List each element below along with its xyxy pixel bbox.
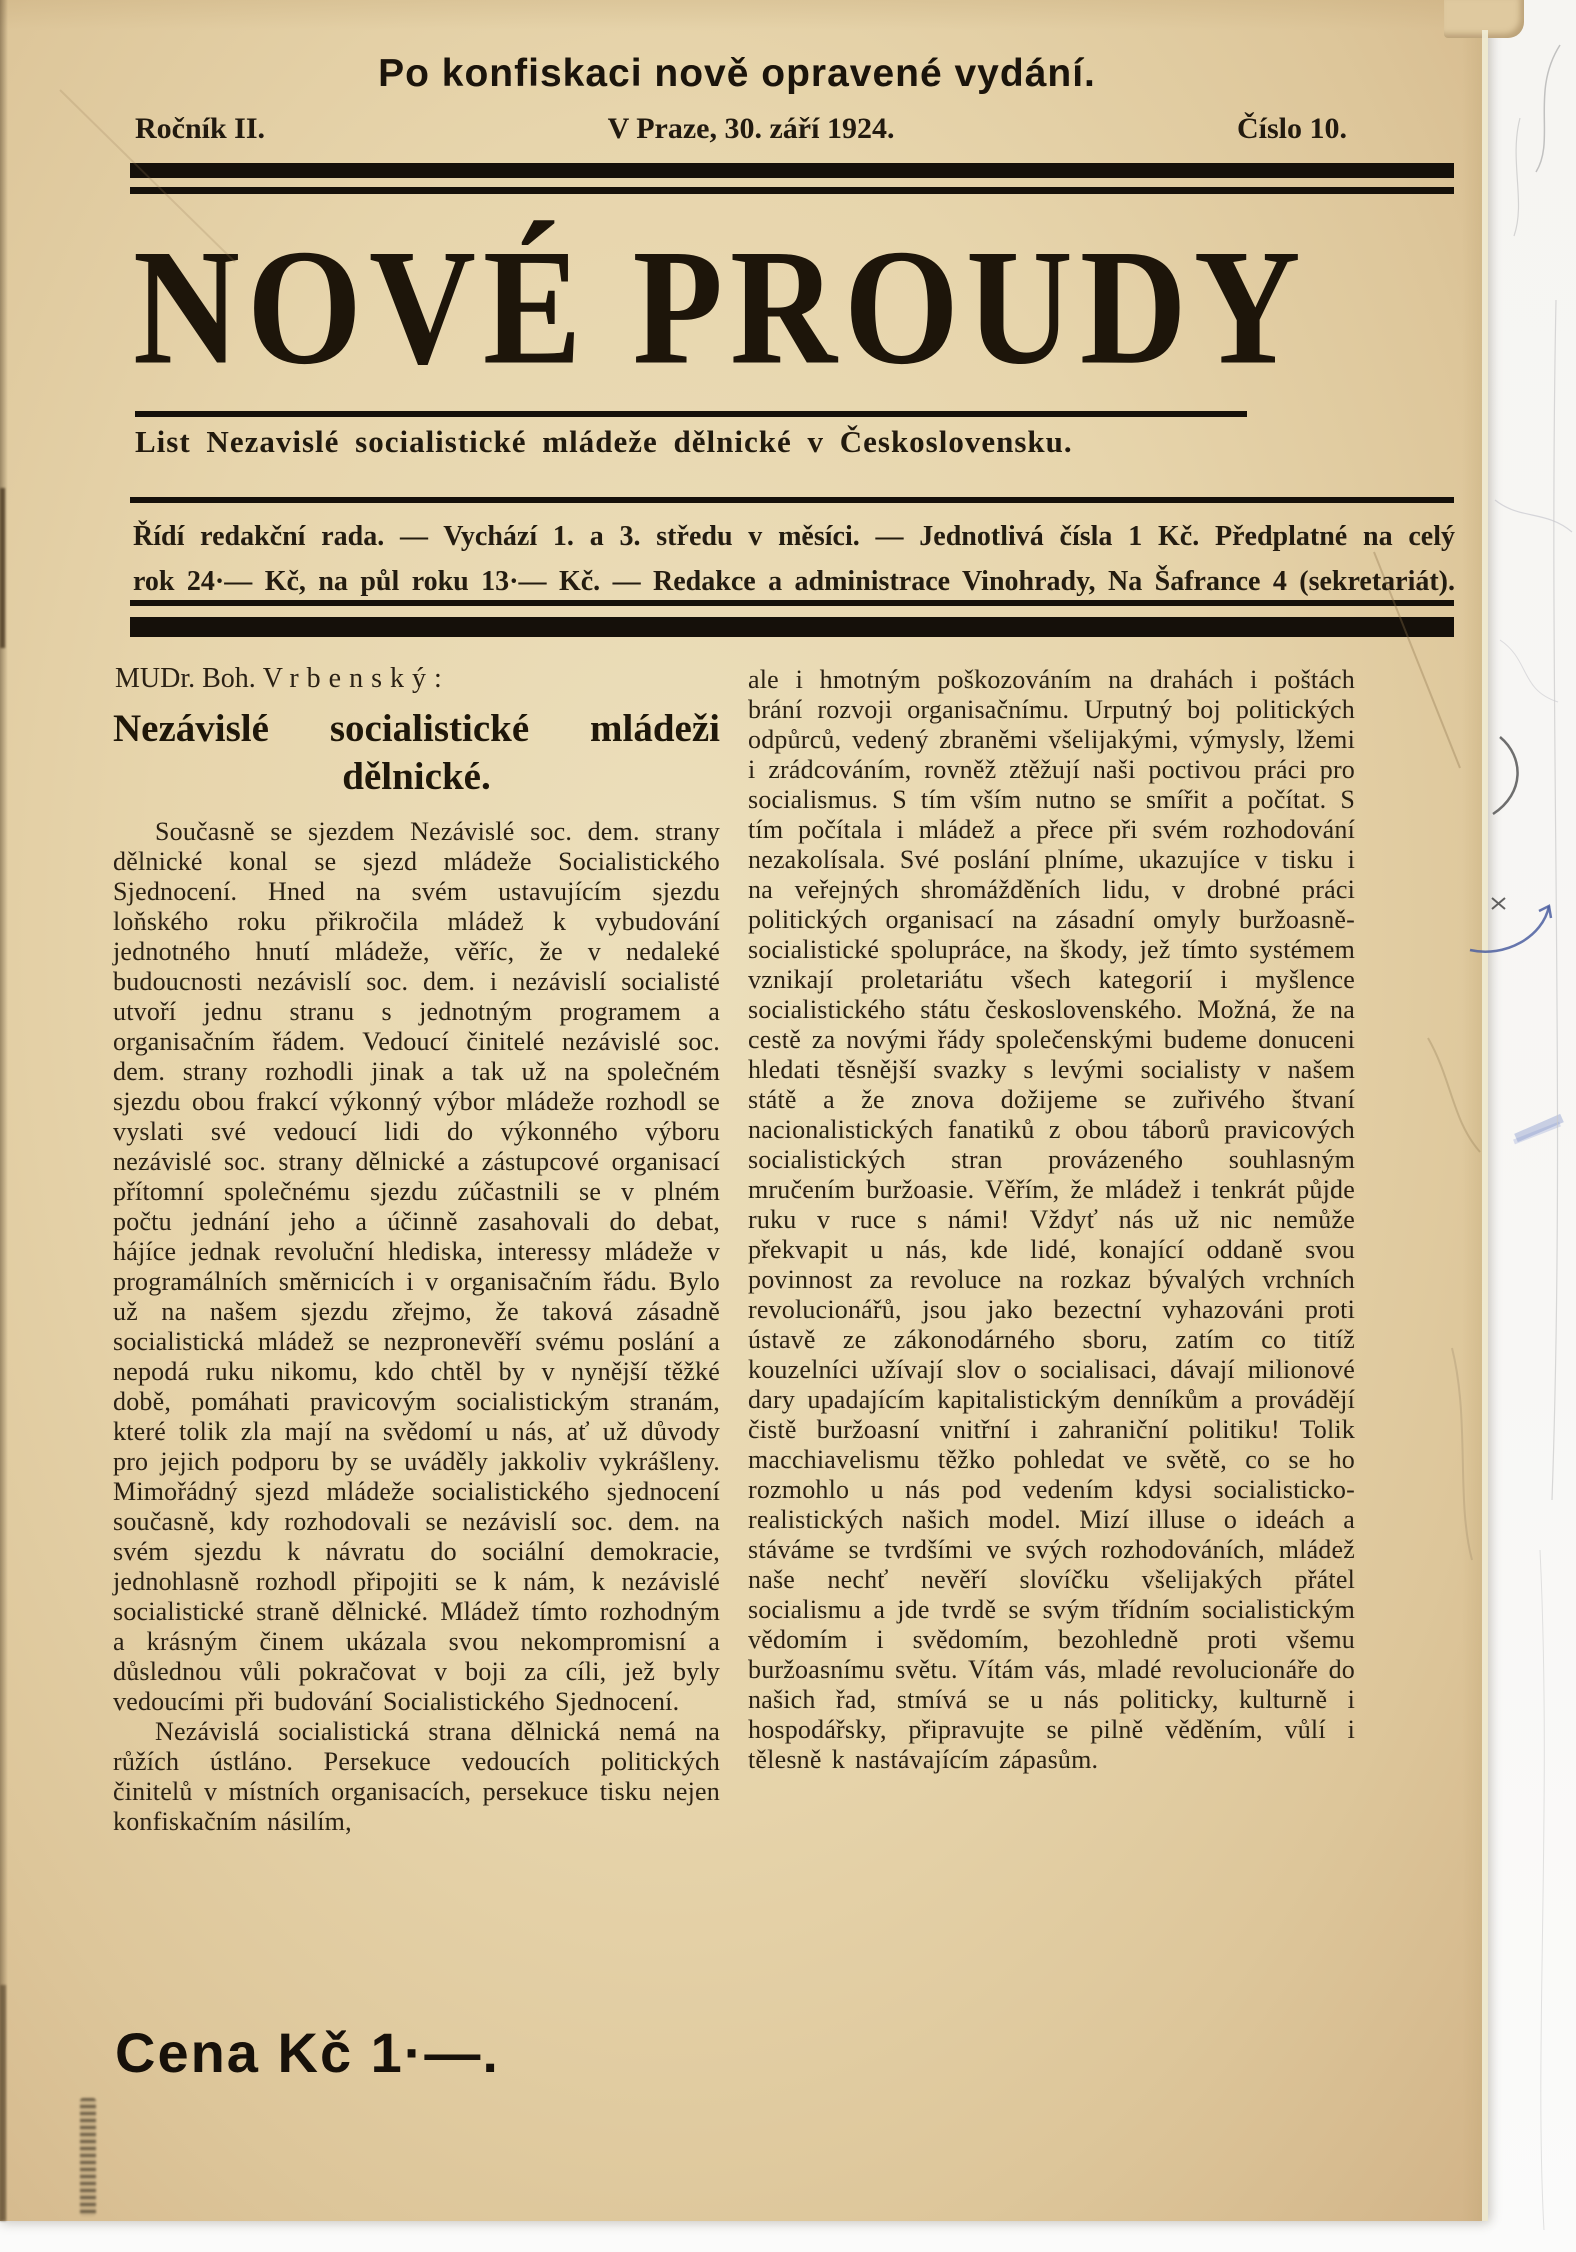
title-underline-rule	[135, 411, 1247, 417]
price-label: Cena Kč 1·—.	[115, 2021, 500, 2084]
masthead-title: NOVÉ PROUDY	[133, 215, 1308, 400]
masthead-subtitle: List Nezavislé socialistické mládeže dělnické v Československu.	[135, 424, 1073, 459]
imprint-rule-thin	[130, 600, 1454, 606]
dateline	[135, 112, 1347, 146]
volume-label: Ročník II.	[135, 112, 266, 145]
article-column-left	[113, 655, 720, 1837]
torn-corner-fragment	[1444, 0, 1524, 38]
header-rule-thin	[130, 187, 1454, 194]
author-prefix: MUDr. Boh.	[115, 663, 256, 694]
header-rule-thick	[130, 163, 1454, 178]
imprint-line-2: rok 24·— Kč, na půl roku 13·— Kč. — Redakce a administrace Vinohrady, Na Šafrance 4 (sekretariát).	[133, 566, 1455, 597]
imprint-rule-top	[130, 497, 1454, 503]
imprint-line-1: Řídí redakční rada. — Vychází 1. a 3. středu v měsíci. — Jednotlivá čísla 1 Kč. Předplatné na celý	[133, 521, 1455, 552]
page-edge-shadow	[0, 1985, 6, 2221]
article-paragraph: Současně se sjezdem Nezávislé soc. dem. strany dělnické konal se sjezd mládeže Socialistického Sjednocení. Hned na svém ustavujícím sjezdu loňského roku přikročila mládež k vybudování jednotného hnutí mládeže, věříc, že v nedaleké budoucnosti nezávislí soc. dem. i nezávislí socialisté utvoří jednu stranu s jednotným programem a organisačním řádem. Vedoucí činitelé nezávislé soc. dem. strany rozhodli jinak a tak už na společném sjezdu obou frakcí výkonný výbor mládeže rozhodl se vyslati své vedoucí lidi do výkonného výboru nezávislé soc. strany dělnické a zástupcové organisací přítomní společnému sjezdu zúčastnili se v plném počtu jednání jeho a účinně zasahovali do debat, hájíce jednak revoluční hlediska, interessy mládeže v programálních směrnicích i v organisačním řádu. Bylo už na našem sjezdu zřejmo, že taková zásadně socialistická mládež se nezpronevěří svému poslání a nepodá ruku nikomu, kdo chtěl by v nynější těžké době, pomáhati pravicovým socialistickým stranám, které tolik zla mají na svědomí u nás, ať už důvody pro jejich podporu by se uváděly jakkoliv vykrášleny. Mimořádný sjezd mládeže socialistického sjednocení současně, kdy rozhodovali se nezávislí soc. dem. na svém sjezdu k návratu do sociální demokracie, jednohlasně rozhodl připojiti se k nám, k nezávislé socialistické straně dělnické. Mládež tímto rozhodným a krásným činem ukázala svou nekompromisní a důslednou vůli pokračovat v boji za cíli, jež byly vedoucími při budování Socialistického Sjednocení.	[113, 817, 720, 1716]
imprint-block	[133, 514, 1455, 604]
confiscation-note: Po konfiskaci nově opravené vydání.	[378, 52, 1096, 95]
imprint-rule-thick	[130, 617, 1454, 637]
ink-smudge-mark	[80, 2098, 96, 2216]
article-paragraph: ale i hmotným poškozováním na drahách i poštách brání rozvoji organisačnímu. Urputný boj politických odpůrců, vedený zbraněmi všelijakými, výmysly, lžemi i zrádcováním, rovněž ztěžují naši poctivou práci pro socialismus. S tím vším nutno se smířit a počítat. S tím počítala i mládež a přece při svém rozhodování nezakolísala. Své poslání plníme, ukazujíce v tisku i na veřejných shromážděních lidu, v drobné práci politických organisací na zásadní omyly buržoasně-socialistické spolupráce, na škody, jež tímto systémem vznikají proletariátu všech kategorií i myšlence socialistického státu československého. Možná, že na cestě za novými řády společenskými budeme donuceni hledati těsnější svazky s levými socialisty v našem státě a že znova dožijeme se zuřivého štvaní nacionalistických fanatiků z obou táborů pravicových socialistických stran provázeného souhlasným mručením buržoasie. Věřím, že mládež i tenkrát půjde ruku v ruce s námi! Vždyť nás už nic nemůže překvapit u nás, kde lidé, konající oddaně svou povinnost za revoluce na rozkaz bývalých vrchních revolucionářů, jsou jako bezectní vyhazováni proti ústavě ze zákonodárného sboru, zatím co titíž kouzelníci užívají slov o socialisaci, dávají milionové dary upadajícím kapitalistickým denníkům a provádějí čistě buržoasní vnitřní i zahraniční politiku! Tolik macchiavelismu těžko pohledat ve světě, co se ho rozmohlo u nás pod vedením kdysi socialisticko-realistických našich model. Mizí illuse o ideách a stáváme se tvrdšími ve svých rozhodováních, mládež naše nechť nevěří slovíčku všelijakých přátel socialismu a jde tvrdě se svým třídním socialistickým vědomím i svědomím, bezohledně proti všemu buržoasnímu světu. Vítám vás, mladé revolucionáře do našich řad, stmívá se u nás politicky, kulturně i hospodářsky, připravujte se pilně věděním, vůlí i tělesně k nastávajícím zápasům.	[748, 665, 1355, 1774]
article-author	[115, 663, 720, 695]
author-name: Vrbenský:	[262, 663, 450, 694]
page-edge-shadow	[0, 488, 5, 648]
article-heading: Nezávislé socialistické mládeži dělnické.	[113, 707, 720, 798]
article-column-right	[748, 655, 1355, 1837]
place-date-label: V Praze, 30. září 1924.	[607, 112, 895, 145]
article-columns	[113, 655, 1355, 1837]
article-paragraph: Nezávislá socialistická strana dělnická nemá na růžích ústláno. Persekuce vedoucích politických činitelů v místních organisacích, persekuce tisku nejen konfiskačním násilím,	[113, 1717, 720, 1836]
issue-number-label: Číslo 10.	[1236, 112, 1347, 145]
